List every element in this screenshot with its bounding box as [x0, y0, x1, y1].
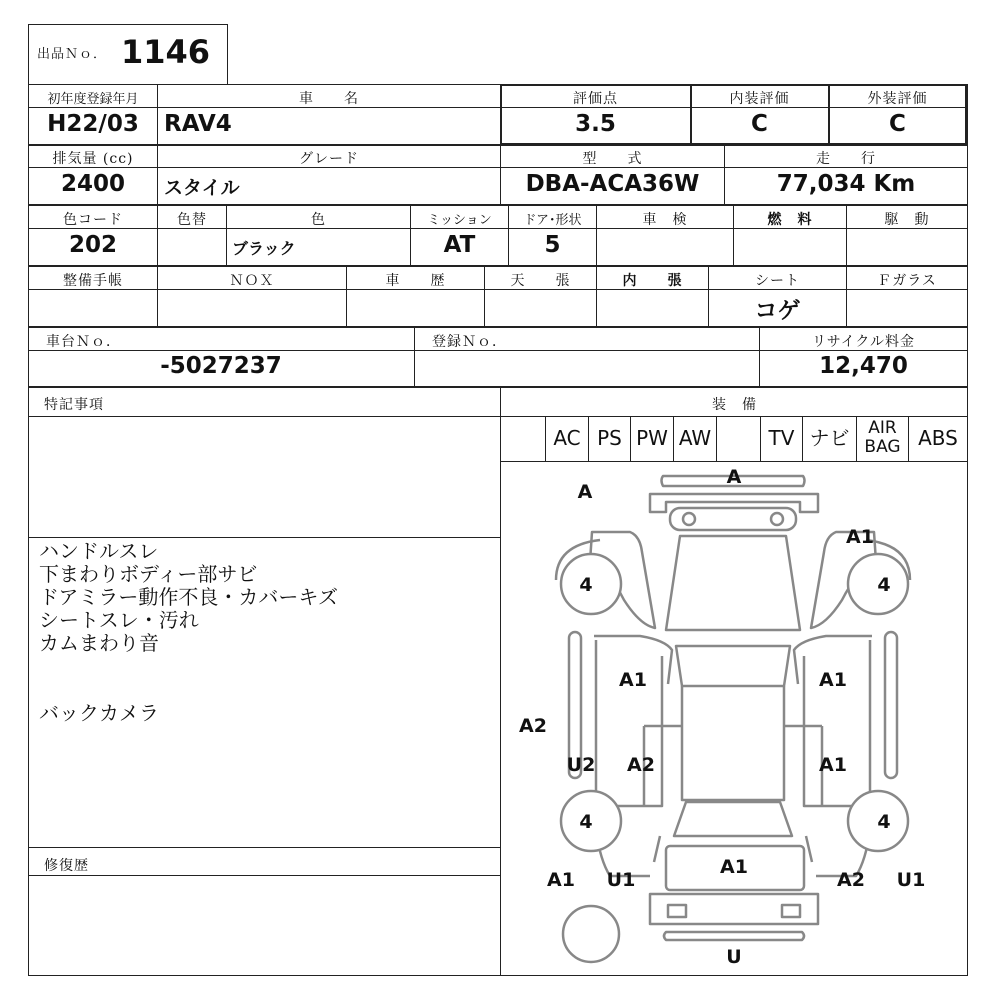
equipment-airbag: AIR BAG — [864, 418, 901, 457]
displacement-label: 排気量 (cc) — [52, 151, 134, 167]
chassis-label: 車台Ｎｏ． — [46, 334, 121, 350]
remark-line: カムまわり音 — [39, 631, 159, 655]
mark-rear-right: A2 — [837, 869, 865, 891]
mark-tailgate: A1 — [720, 856, 748, 878]
chassis-value: -5027237 — [160, 353, 282, 379]
mark-front-right-fender: A1 — [846, 526, 874, 548]
mark-right-front-door: A1 — [819, 669, 847, 691]
mark-left-front-door: A1 — [619, 669, 647, 691]
hline — [28, 875, 501, 876]
mark-hood-front: A — [726, 466, 742, 488]
score-label: 評価点 — [573, 91, 618, 107]
f-glass-label: Ｆガラス — [877, 273, 937, 289]
seat-value: コゲ — [754, 298, 801, 324]
mark-front-left-corner: A — [577, 481, 593, 503]
remarks-label: 特記事項 — [44, 397, 104, 413]
exterior-label: 外装評価 — [867, 91, 928, 107]
car-name-value: RAV4 — [164, 111, 232, 137]
mark-rear-right-u: U1 — [896, 869, 926, 891]
door-shape-value: 5 — [544, 232, 561, 258]
fuel-label: 燃 料 — [767, 212, 813, 228]
remark-line: バックカメラ — [39, 701, 159, 725]
first-reg-label: 初年度登録年月 — [47, 92, 139, 107]
hline — [28, 204, 968, 206]
tire-rear-left-value: 4 — [579, 811, 593, 833]
remarks-notes — [39, 540, 338, 725]
equipment-abs: ABS — [918, 426, 958, 450]
displacement-value: 2400 — [60, 171, 125, 197]
exterior-value: C — [889, 111, 906, 137]
repair-history-label: 修復歴 — [44, 858, 89, 874]
lot-number-value: 1146 — [121, 33, 211, 71]
spare-tire — [563, 906, 619, 962]
equipment-aw: AW — [678, 426, 712, 450]
interior-label: 内装評価 — [729, 91, 790, 107]
tire-front-right-value: 4 — [877, 574, 891, 596]
transmission-value: AT — [443, 232, 476, 258]
mark-right-rear-door: A1 — [819, 754, 847, 776]
mark-rear-left: A1 — [547, 869, 575, 891]
lot-number-box — [28, 24, 228, 85]
remark-line: 下まわりボディー部サビ — [39, 562, 258, 586]
score-value: 3.5 — [575, 111, 616, 137]
mark-left-rear-door-a: A2 — [627, 754, 655, 776]
remark-line: ドアミラー動作不良・カバーキズ — [39, 585, 338, 609]
history-label: 車 歴 — [385, 273, 446, 289]
repaint-label: 色替 — [177, 212, 207, 228]
interior-value: C — [751, 111, 768, 137]
nox-label: ＮＯＸ — [229, 273, 275, 289]
hline — [28, 326, 968, 328]
vline — [716, 416, 717, 461]
lot-number-label: 出品Ｎｏ． — [37, 47, 108, 62]
tire-rear-right-value: 4 — [877, 811, 891, 833]
mark-left-sill: A2 — [519, 715, 547, 737]
service-book-label: 整備手帳 — [63, 273, 123, 289]
equipment-navi: ナビ — [809, 426, 850, 450]
headliner-label: 天 張 — [510, 273, 571, 289]
hline — [28, 144, 968, 146]
color-value: ブラック — [232, 239, 296, 258]
equipment-tv: TV — [768, 426, 795, 450]
hline — [28, 847, 501, 848]
grade-value: スタイル — [164, 177, 240, 199]
mileage-label: 走 行 — [816, 151, 876, 167]
color-label: 色 — [311, 212, 326, 228]
equipment-label: 装 備 — [712, 397, 757, 413]
hline — [28, 416, 968, 417]
first-reg-value: H22/03 — [47, 111, 139, 137]
inspection-label: 車 検 — [642, 212, 688, 228]
color-code-value: 202 — [68, 232, 117, 258]
registration-label: 登録Ｎｏ． — [432, 334, 507, 350]
equipment-pw: PW — [636, 426, 668, 450]
car-damage-diagram — [501, 462, 967, 976]
mark-left-rear-door-u: U2 — [566, 754, 596, 776]
drive-label: 駆 動 — [884, 212, 930, 228]
model-value: DBA-ACA36W — [525, 171, 700, 197]
hline — [28, 265, 968, 267]
transmission-label: ミッション — [427, 213, 492, 228]
recycle-value: 12,470 — [819, 353, 908, 379]
vline — [414, 326, 415, 387]
grade-label: グレード — [299, 151, 359, 167]
hline — [28, 386, 968, 388]
equipment-ac: AC — [553, 426, 581, 450]
remark-line: ハンドルスレ — [39, 539, 159, 563]
door-shape-label: ドア･形状 — [523, 213, 582, 228]
remark-line — [39, 655, 338, 678]
recycle-label: リサイクル料金 — [811, 334, 916, 350]
equipment-ps: PS — [597, 426, 622, 450]
car-name-label: 車 名 — [299, 91, 359, 107]
tire-front-left-value: 4 — [579, 574, 593, 596]
model-label: 型 式 — [582, 151, 643, 167]
remark-line: シートスレ・汚れ — [39, 608, 199, 632]
mileage-value: 77,034 Km — [776, 171, 916, 197]
interior-trim-label: 内 張 — [622, 273, 683, 289]
mark-rear-bumper: U — [726, 946, 742, 968]
hline — [28, 537, 501, 538]
mark-rear-left-u: U1 — [606, 869, 636, 891]
seat-label: シート — [755, 273, 800, 289]
color-code-label: 色コード — [63, 212, 123, 228]
